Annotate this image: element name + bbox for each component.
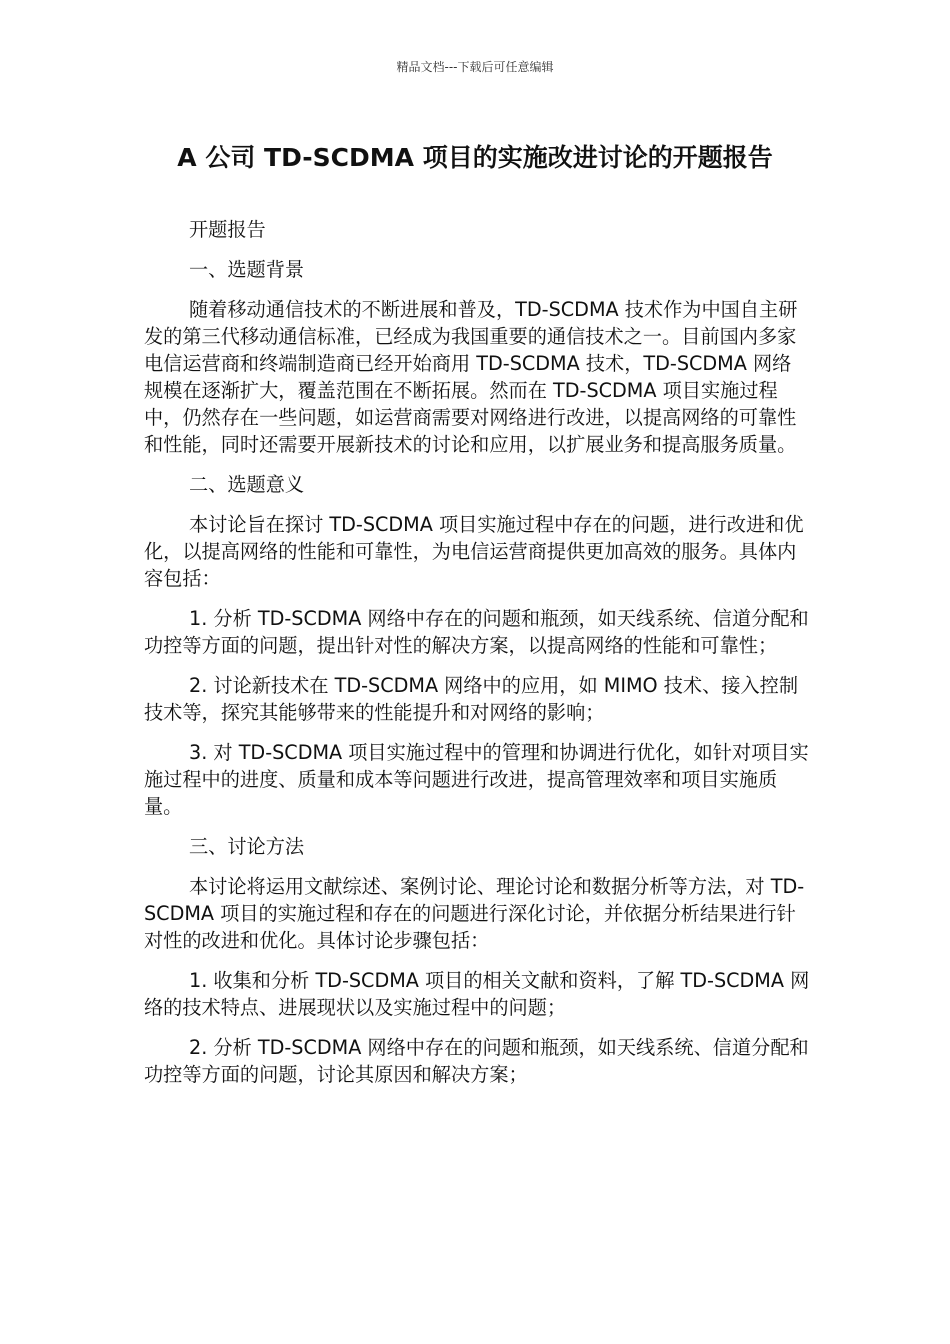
section-heading-significance: 二、选题意义 (189, 473, 305, 496)
document-body (144, 216, 810, 1101)
paragraph-background: 随着移动通信技术的不断进展和普及，TD-SCDMA 技术作为中国自主研发的第三代移动通信标准，已经成为我国重要的通信技术之一。目前国内多家电信运营商和终端制造商已经开始商用 TD-SCDMA 技术，TD-SCDMA 网络规模在逐渐扩大，覆盖范围在不断拓展。然而在 TD-SCDMA 项目实施过程中，仍然存在一些问题，如运营商需要对网络进行改进，以提高网络的可靠性和性能，同时还需要开展新技术的讨论和应用，以扩展业务和提高服务质量。 (144, 298, 798, 456)
list-item-method-1: 1. 收集和分析 TD-SCDMA 项目的相关文献和资料，了解 TD-SCDMA 网络的技术特点、进展现状以及实施过程中的问题； (144, 969, 810, 1019)
section-heading-background: 一、选题背景 (189, 258, 305, 281)
section-heading-method: 三、讨论方法 (189, 835, 305, 858)
list-item-significance-1: 1. 分析 TD-SCDMA 网络中存在的问题和瓶颈，如天线系统、信道分配和功控等方面的问题，提出针对性的解决方案，以提高网络的性能和可靠性； (144, 607, 809, 657)
section-label-report: 开题报告 (189, 218, 266, 241)
document-title: A 公司 TD-SCDMA 项目的实施改进讨论的开题报告 (177, 143, 773, 172)
list-item-significance-2: 2. 讨论新技术在 TD-SCDMA 网络中的应用，如 MIMO 技术、接入控制技术等，探究其能够带来的性能提升和对网络的影响； (144, 674, 799, 724)
list-item-significance-3: 3. 对 TD-SCDMA 项目实施过程中的管理和协调进行优化，如针对项目实施过程中的进度、质量和成本等问题进行改进，提高管理效率和项目实施质量。 (144, 741, 809, 818)
paragraph-significance: 本讨论旨在探讨 TD-SCDMA 项目实施过程中存在的问题，进行改进和优化，以提高网络的性能和可靠性，为电信运营商提供更加高效的服务。具体内容包括： (144, 513, 804, 590)
paragraph-method: 本讨论将运用文献综述、案例讨论、理论讨论和数据分析等方法，对 TD-SCDMA 项目的实施过程和存在的问题进行深化讨论，并依据分析结果进行针对性的改进和优化。具体讨论步骤包括： (144, 875, 805, 952)
list-item-method-2: 2. 分析 TD-SCDMA 网络中存在的问题和瓶颈，如天线系统、信道分配和功控等方面的问题，讨论其原因和解决方案； (144, 1036, 809, 1086)
page-header: 精品文档---下载后可任意编辑 (396, 60, 554, 74)
